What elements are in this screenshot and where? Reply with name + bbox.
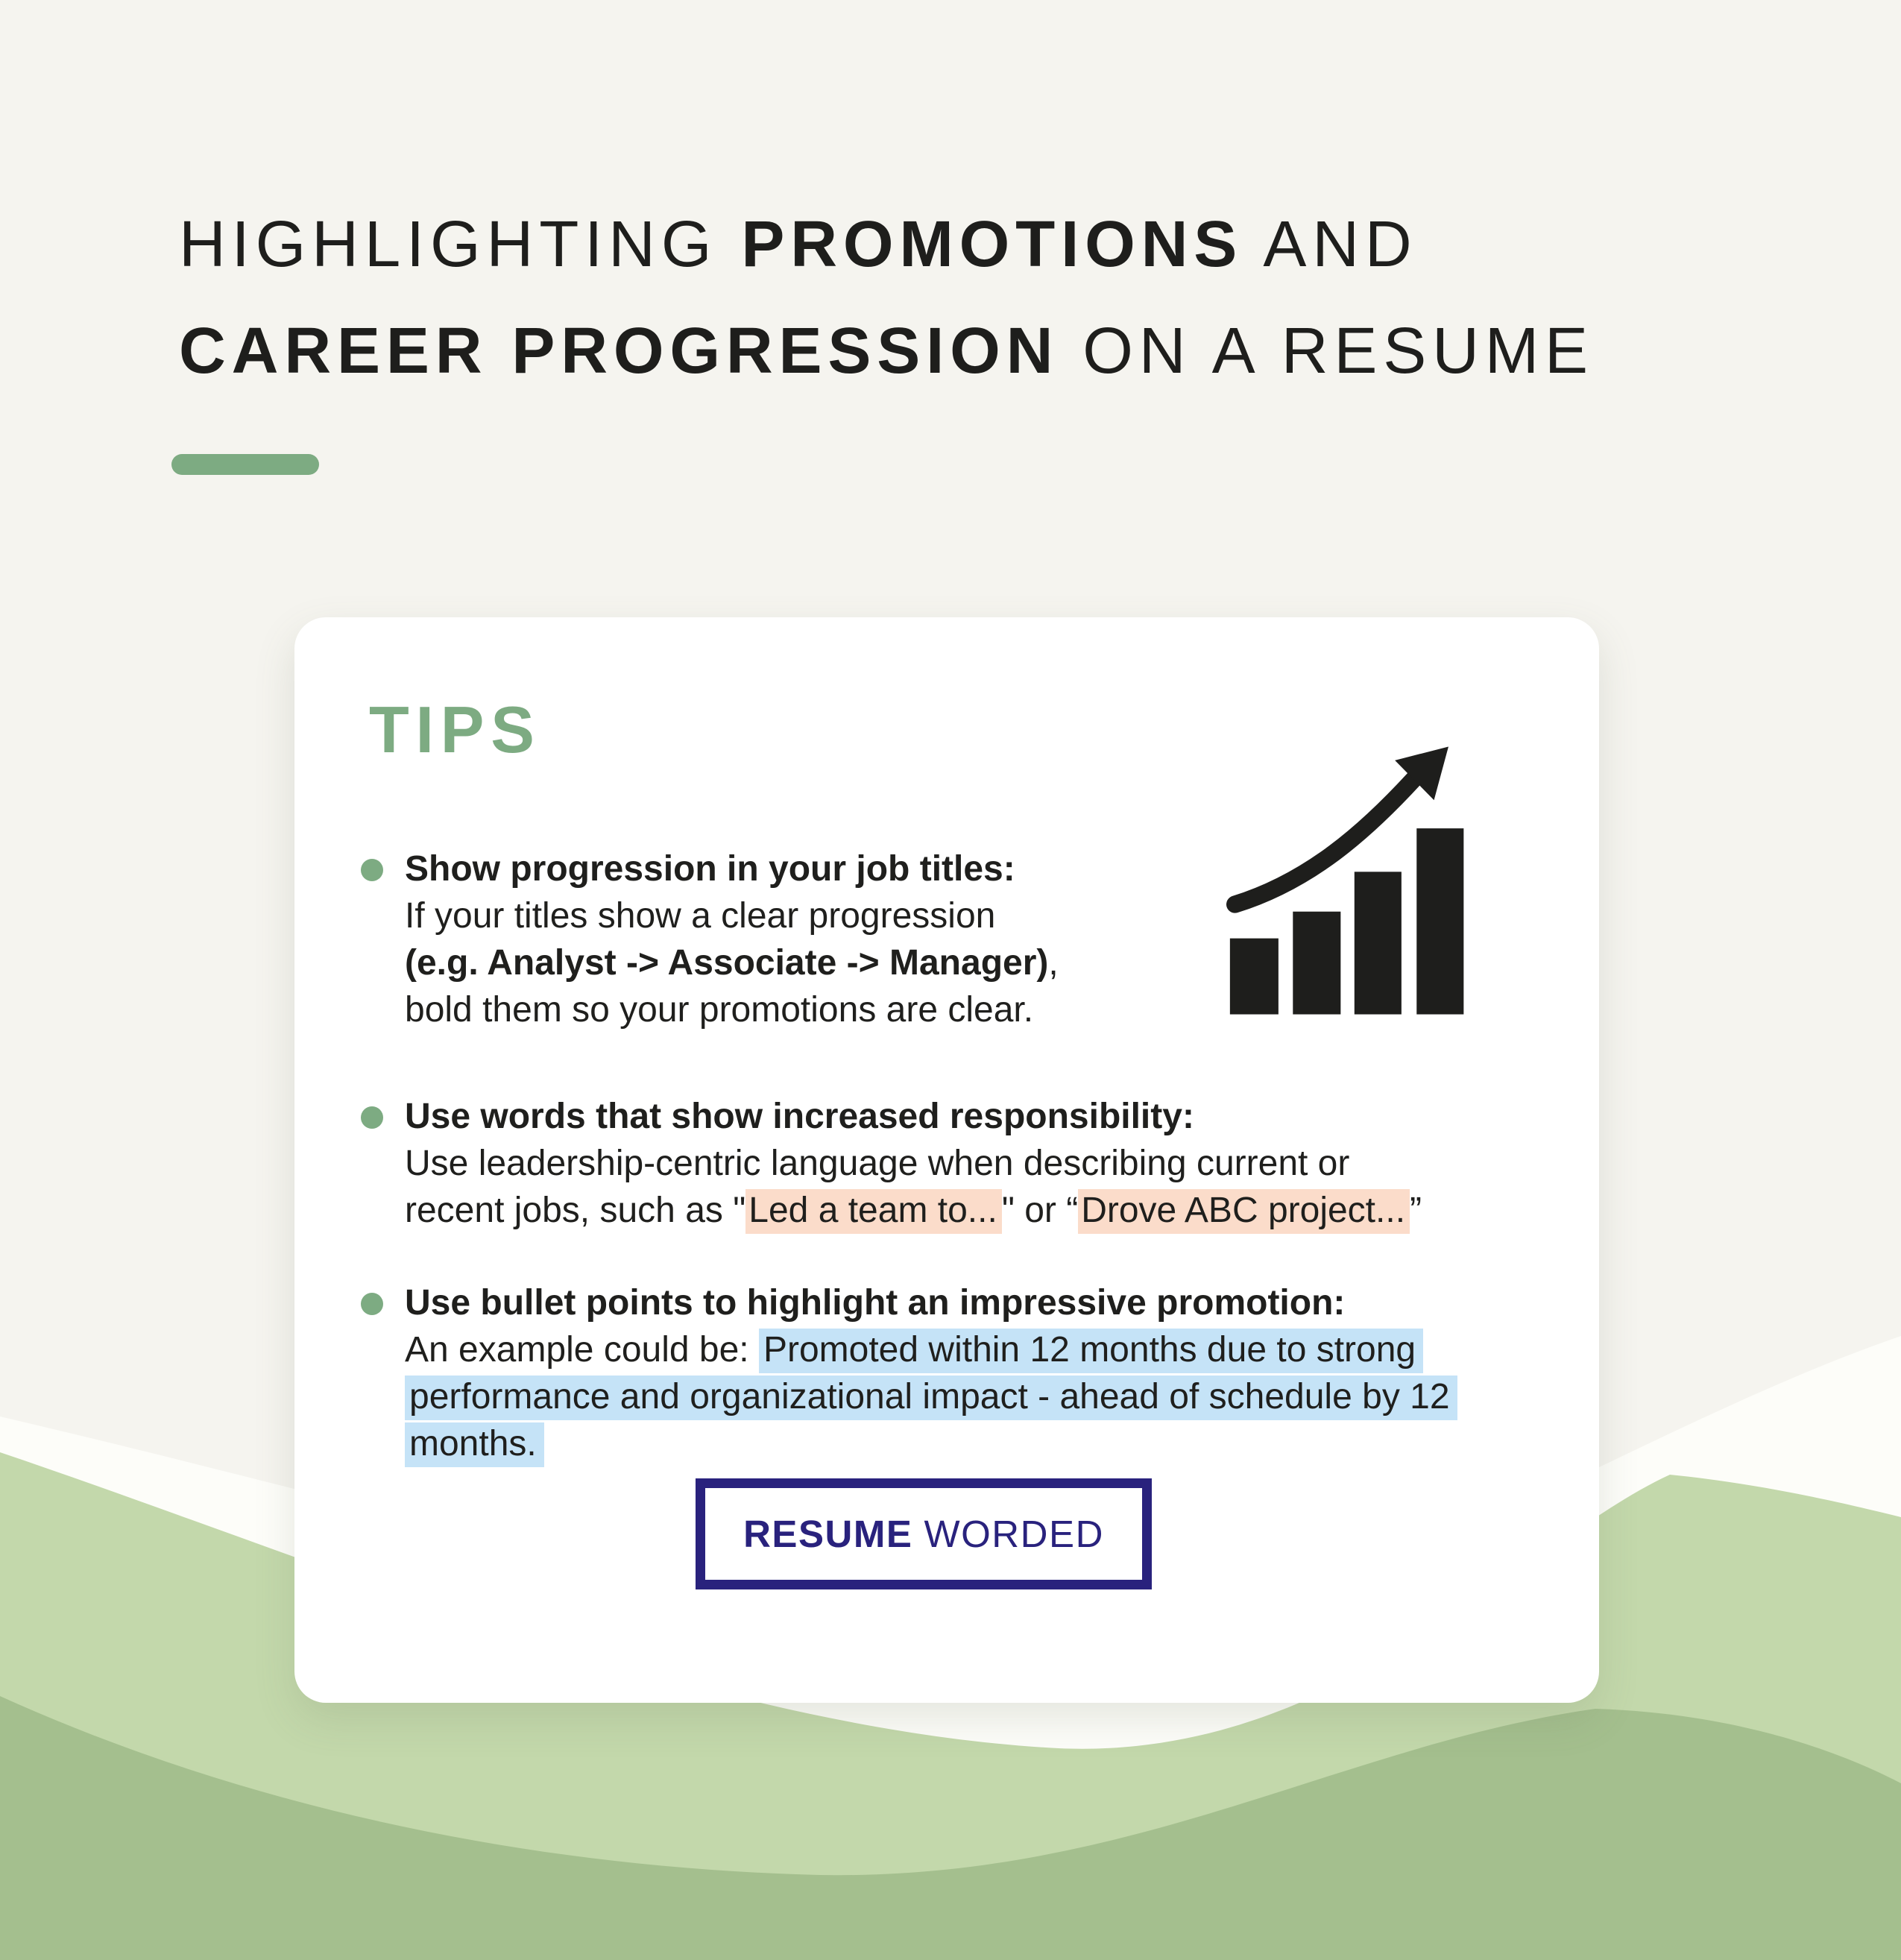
blue-highlight-phrase: performance and organizational impact - ahead of schedule by 12 <box>405 1376 1457 1420</box>
title-segment: ON A RESUME <box>1059 315 1594 387</box>
tip-line <box>405 1373 1457 1420</box>
title-line-1 <box>179 191 1594 297</box>
tip-line: If your titles show a clear progression <box>405 896 996 936</box>
tip-line: Use leadership-centric language when describing current or <box>405 1144 1350 1183</box>
tip-text: recent jobs, such as " <box>405 1191 746 1230</box>
tip-text: " or “ <box>1001 1191 1079 1230</box>
tip-line <box>405 1187 1422 1234</box>
title-segment-bold: PROMOTIONS <box>741 208 1243 280</box>
brand-logo-box <box>696 1478 1152 1589</box>
tip-bold-example: (e.g. Analyst -> Associate -> Manager) <box>405 943 1049 983</box>
tip-item-job-titles <box>405 845 1059 1033</box>
brand-name-regular: WORDED <box>924 1513 1104 1555</box>
tip-item-responsibility-words <box>405 1093 1422 1234</box>
tip-line <box>405 939 1059 986</box>
tip-line <box>405 1326 1457 1373</box>
bullet-dot <box>361 1293 383 1315</box>
tip-heading: Show progression in your job titles: <box>405 849 1015 889</box>
title-line-2 <box>179 297 1594 404</box>
tip-text: An example could be: <box>405 1330 759 1370</box>
tip-text: , <box>1048 943 1059 983</box>
tip-line: bold them so your promotions are clear. <box>405 990 1034 1030</box>
brand-name-bold: RESUME <box>743 1513 913 1555</box>
tip-item-promotion-bullet-points <box>405 1279 1457 1467</box>
tip-heading: Use words that show increased responsibility: <box>405 1097 1194 1136</box>
tip-heading: Use bullet points to highlight an impressive promotion: <box>405 1283 1346 1323</box>
tips-card <box>294 617 1599 1703</box>
title-segment-bold: CAREER PROGRESSION <box>179 315 1059 387</box>
tips-heading: TIPS <box>369 693 541 766</box>
bullet-dot <box>361 1106 383 1129</box>
blue-highlight-phrase: Promoted within 12 months due to strong <box>759 1329 1423 1373</box>
page-title <box>179 191 1594 404</box>
title-underline-dash <box>171 454 319 475</box>
blue-highlight-phrase: months. <box>405 1422 544 1467</box>
tip-text: ” <box>1410 1191 1422 1230</box>
title-segment: HIGHLIGHTING <box>179 208 742 280</box>
pink-highlight-phrase: Led a team to... <box>745 1189 1002 1234</box>
bullet-dot <box>361 859 383 881</box>
growth-bar-chart-arrow-icon <box>1226 735 1472 1026</box>
title-segment: AND <box>1243 208 1418 280</box>
pink-highlight-phrase: Drove ABC project... <box>1078 1189 1410 1234</box>
tip-line <box>405 1420 1457 1467</box>
